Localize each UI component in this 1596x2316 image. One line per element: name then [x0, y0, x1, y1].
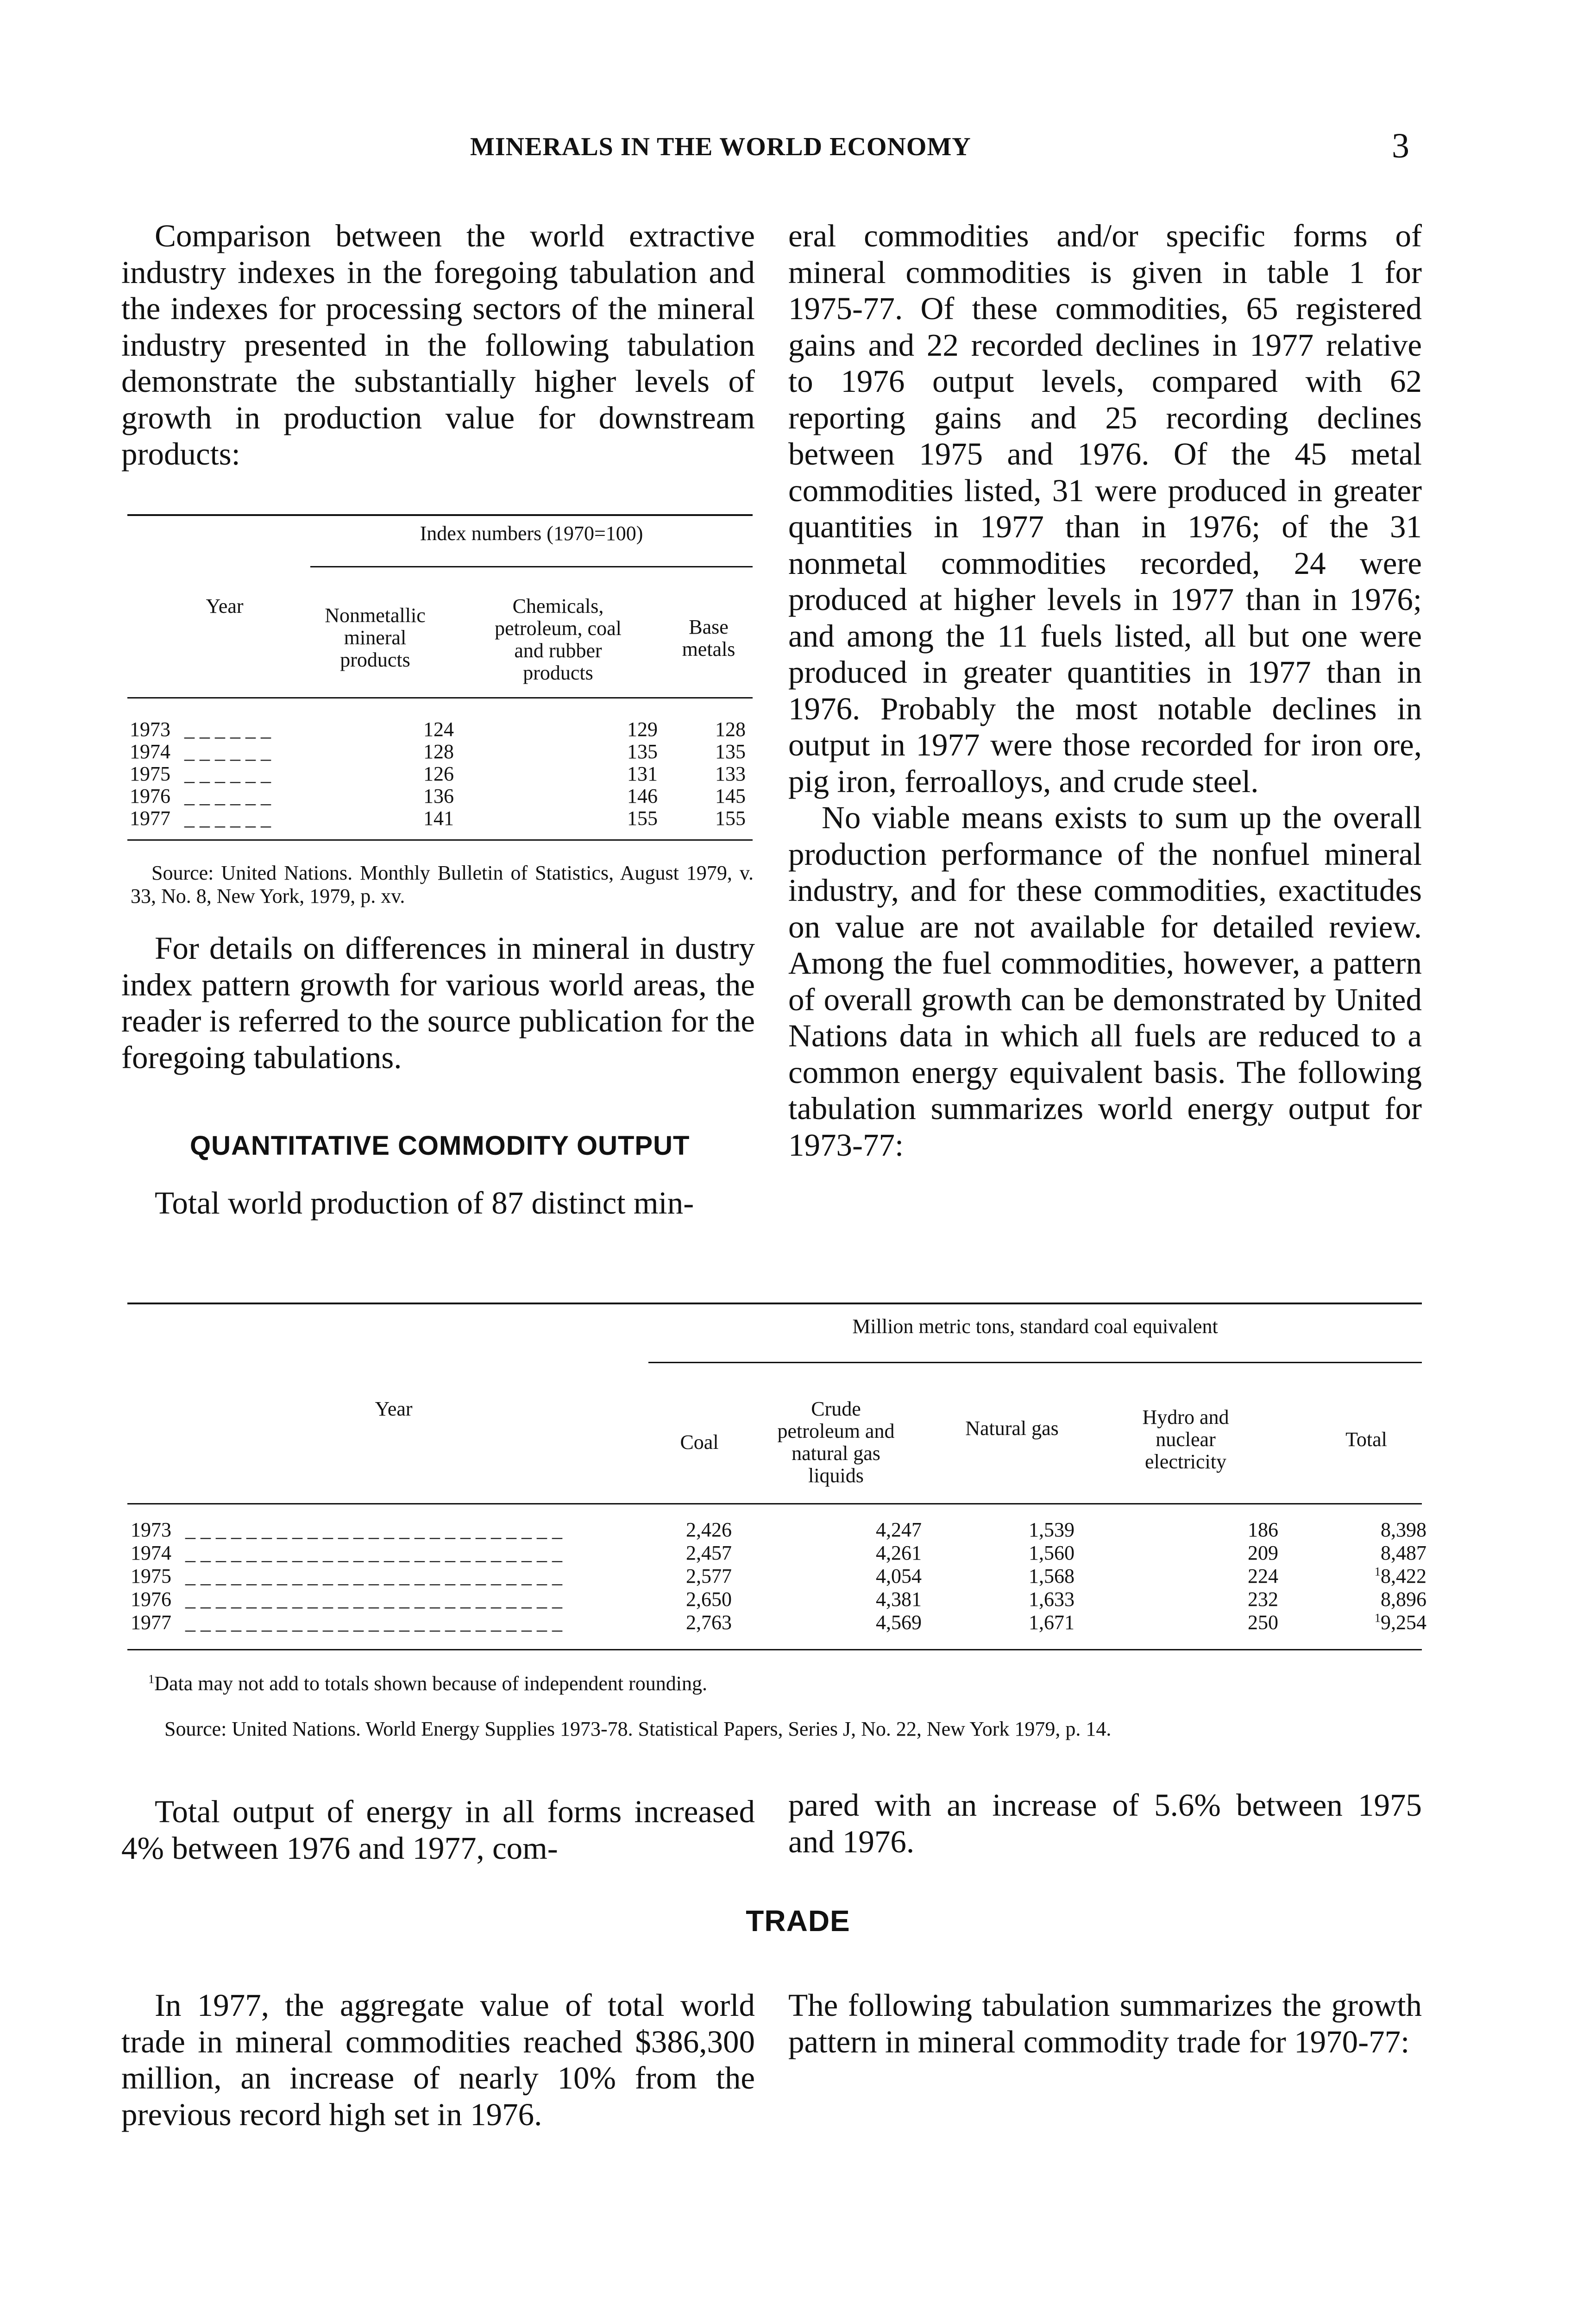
column-header-crude: Crude petroleum and natural gas liquids	[777, 1397, 895, 1487]
commodity-paragraph: eral commodities and/or specific forms of mineral commodities is given in table 1 for 1975-77. Of these commodities, 65 registered gains and 22 recorded declines in 1977 relative to 1976 output levels, compared with 62 reporting gains and 25 recording declines between 1975 and 1976. Of the 45 metal commodities listed, 31 were produced in greater quantities in 1977 than in 1976; of the 31 nonmetal commodities recorded, 24 were produced at higher levels in 1977 than in 1976; and among the 11 fuels listed, all but one were produced in greater quantities in 1977 than in 1976. Probably the most notable declines in output in 1977 were those recorded for iron ore, pig iron, ferroalloys, and crude steel. No viable means exists to sum up the overall production performance of the nonfuel mineral industry, and for these commodities, exactitudes on value are not available for detailed review. Among the fuel commodities, however, a pattern of overall growth can be demonstrated by United Nations data in which all fuels are reduced to a common energy equivalent basis. The following tabulation summarizes world energy output for 1973-77:	[788, 218, 1422, 1163]
table-rule	[127, 1649, 1422, 1650]
row-year: 1975	[131, 1565, 171, 1587]
leader-dots: _ _ _ _ _ _ _ _ _ _ _ _ _ _ _ _ _ _ _ _ _ _ _ _ _	[185, 1588, 562, 1611]
row-year: 1974	[131, 1542, 171, 1564]
cell-hydro-nuclear: 209	[1248, 1542, 1278, 1564]
column-header-chemicals: Chemicals, petroleum, coal and rubber products	[495, 595, 622, 684]
cell-crude: 4,261	[876, 1542, 922, 1564]
cell-total	[1334, 1611, 1426, 1634]
details-paragraph: For details on differences in mineral in dustry index pattern growth for various world areas, the reader is referred to the source publication for the foregoing tabulations.	[121, 931, 755, 1075]
total-value: 9,254	[1381, 1611, 1426, 1634]
index-spanner: Index numbers (1970=100)	[420, 522, 643, 545]
column-header-year: Year	[206, 595, 244, 617]
cell-base-metals: 155	[715, 807, 746, 830]
row-year: 1975	[130, 762, 170, 785]
trade-tabulation-intro: The following tabulation summarizes the growth pattern in mineral commodity trade for 1970-77:	[788, 1988, 1422, 2059]
cell-base-metals: 135	[715, 740, 746, 763]
footnote-mark: 1	[1374, 1611, 1381, 1625]
cell-base-metals: 133	[715, 762, 746, 785]
total-value: 8,896	[1381, 1588, 1426, 1611]
row-year: 1973	[131, 1518, 171, 1541]
energy-summary-left: Total output of energy in all forms increased 4% between 1976 and 1977, com-	[121, 1794, 755, 1866]
cell-total	[1334, 1542, 1426, 1565]
column-header-nonmetallic: Nonmetallic mineral products	[325, 604, 426, 671]
cell-hydro-nuclear: 186	[1248, 1518, 1278, 1541]
cell-chemicals: 146	[627, 785, 658, 807]
leader-dots: _ _ _ _ _ _	[184, 762, 271, 785]
total-value: 8,422	[1381, 1565, 1426, 1587]
cell-coal: 2,457	[686, 1542, 732, 1564]
leader-dots: _ _ _ _ _ _ _ _ _ _ _ _ _ _ _ _ _ _ _ _ _ _ _ _ _	[185, 1542, 562, 1564]
column-header-coal: Coal	[680, 1431, 719, 1454]
leader-dots: _ _ _ _ _ _	[184, 807, 271, 830]
column-header-total: Total	[1345, 1428, 1387, 1451]
table-rule	[648, 1362, 1422, 1363]
total-value: 8,487	[1381, 1542, 1426, 1564]
cell-chemicals: 155	[627, 807, 658, 830]
cell-coal: 2,426	[686, 1518, 732, 1541]
index-table-source: Source: United Nations. Monthly Bulletin of Statistics, August 1979, v. 33, No. 8, New York, 1979, p. xv.	[131, 862, 754, 907]
table-rule	[127, 1503, 1422, 1504]
cell-nonmetallic: 126	[423, 762, 454, 785]
section-heading-trade: TRADE	[746, 1904, 850, 1938]
row-year: 1976	[131, 1588, 171, 1611]
energy-summary-right: pared with an increase of 5.6% between 1975 and 1976.	[788, 1787, 1422, 1859]
cell-hydro-nuclear: 232	[1248, 1588, 1278, 1611]
trade-paragraph: In 1977, the aggregate value of total world trade in mineral commodities reached $386,300 million, an increase of nearly 10% from the previous record high set in 1976.	[121, 1988, 755, 2132]
cell-chemicals: 131	[627, 762, 658, 785]
cell-chemicals: 129	[627, 718, 658, 741]
cell-nonmetallic: 136	[423, 785, 454, 807]
table-rule	[127, 839, 753, 841]
column-header-natural-gas: Natural gas	[965, 1417, 1059, 1440]
output-paragraph-start: Total world production of 87 distinct min-	[155, 1185, 694, 1221]
section-heading-quantitative-output: QUANTITATIVE COMMODITY OUTPUT	[190, 1131, 690, 1161]
cell-hydro-nuclear: 224	[1248, 1565, 1278, 1587]
row-year: 1974	[130, 740, 170, 763]
cell-hydro-nuclear: 250	[1248, 1611, 1278, 1634]
cell-total	[1334, 1518, 1426, 1542]
cell-nonmetallic: 128	[423, 740, 454, 763]
cell-nonmetallic: 124	[423, 718, 454, 741]
cell-chemicals: 135	[627, 740, 658, 763]
cell-coal: 2,577	[686, 1565, 732, 1587]
cell-crude: 4,054	[876, 1565, 922, 1587]
cell-nonmetallic: 141	[423, 807, 454, 830]
running-title: MINERALS IN THE WORLD ECONOMY	[470, 132, 971, 161]
column-header-year: Year	[375, 1397, 413, 1420]
table-rule	[127, 697, 753, 699]
total-value: 8,398	[1381, 1518, 1426, 1541]
cell-coal: 2,650	[686, 1588, 732, 1611]
row-year: 1977	[131, 1611, 171, 1634]
leader-dots: _ _ _ _ _ _	[184, 785, 271, 807]
cell-natural-gas: 1,633	[1029, 1588, 1074, 1611]
table-rule	[310, 566, 753, 567]
cell-natural-gas: 1,568	[1029, 1565, 1074, 1587]
column-header-hydro-nuclear: Hydro and nuclear electricity	[1142, 1406, 1229, 1473]
energy-spanner: Million metric tons, standard coal equivalent	[852, 1315, 1218, 1338]
cell-natural-gas: 1,671	[1029, 1611, 1074, 1634]
table-rule	[127, 514, 753, 516]
row-year: 1973	[130, 718, 170, 741]
cell-coal: 2,763	[686, 1611, 732, 1634]
cell-total	[1334, 1565, 1426, 1588]
footnote-mark: 1	[148, 1672, 155, 1686]
energy-table-footnote: $^1$Data may not add to totals shown because of independent rounding.	[148, 1672, 708, 1695]
cell-crude: 4,247	[876, 1518, 922, 1541]
column-header-base-metals: Base metals	[682, 616, 735, 661]
cell-crude: 4,381	[876, 1588, 922, 1611]
leader-dots: _ _ _ _ _ _	[184, 740, 271, 763]
row-year: 1976	[130, 785, 170, 807]
page-number: 3	[1392, 126, 1409, 165]
intro-paragraph: Comparison between the world extractive industry indexes in the foregoing tabulation and the indexes for processing sectors of the mineral industry presented in the following tabulation demonstrate the substantially higher levels of growth in production value for downstream products:	[121, 218, 755, 472]
leader-dots: _ _ _ _ _ _	[184, 718, 271, 741]
leader-dots: _ _ _ _ _ _ _ _ _ _ _ _ _ _ _ _ _ _ _ _ _ _ _ _ _	[185, 1611, 562, 1634]
footnote-mark: 1	[1374, 1564, 1381, 1579]
leader-dots: _ _ _ _ _ _ _ _ _ _ _ _ _ _ _ _ _ _ _ _ _ _ _ _ _	[185, 1518, 562, 1541]
cell-natural-gas: 1,539	[1029, 1518, 1074, 1541]
cell-natural-gas: 1,560	[1029, 1542, 1074, 1564]
cell-total	[1334, 1588, 1426, 1611]
table-rule	[127, 1303, 1422, 1304]
energy-table-source: Source: United Nations. World Energy Supplies 1973-78. Statistical Papers, Series J, No. 22, New York 1979, p. 14.	[164, 1718, 1112, 1740]
row-year: 1977	[130, 807, 170, 830]
leader-dots: _ _ _ _ _ _ _ _ _ _ _ _ _ _ _ _ _ _ _ _ _ _ _ _ _	[185, 1565, 562, 1587]
cell-crude: 4,569	[876, 1611, 922, 1634]
cell-base-metals: 145	[715, 785, 746, 807]
cell-base-metals: 128	[715, 718, 746, 741]
